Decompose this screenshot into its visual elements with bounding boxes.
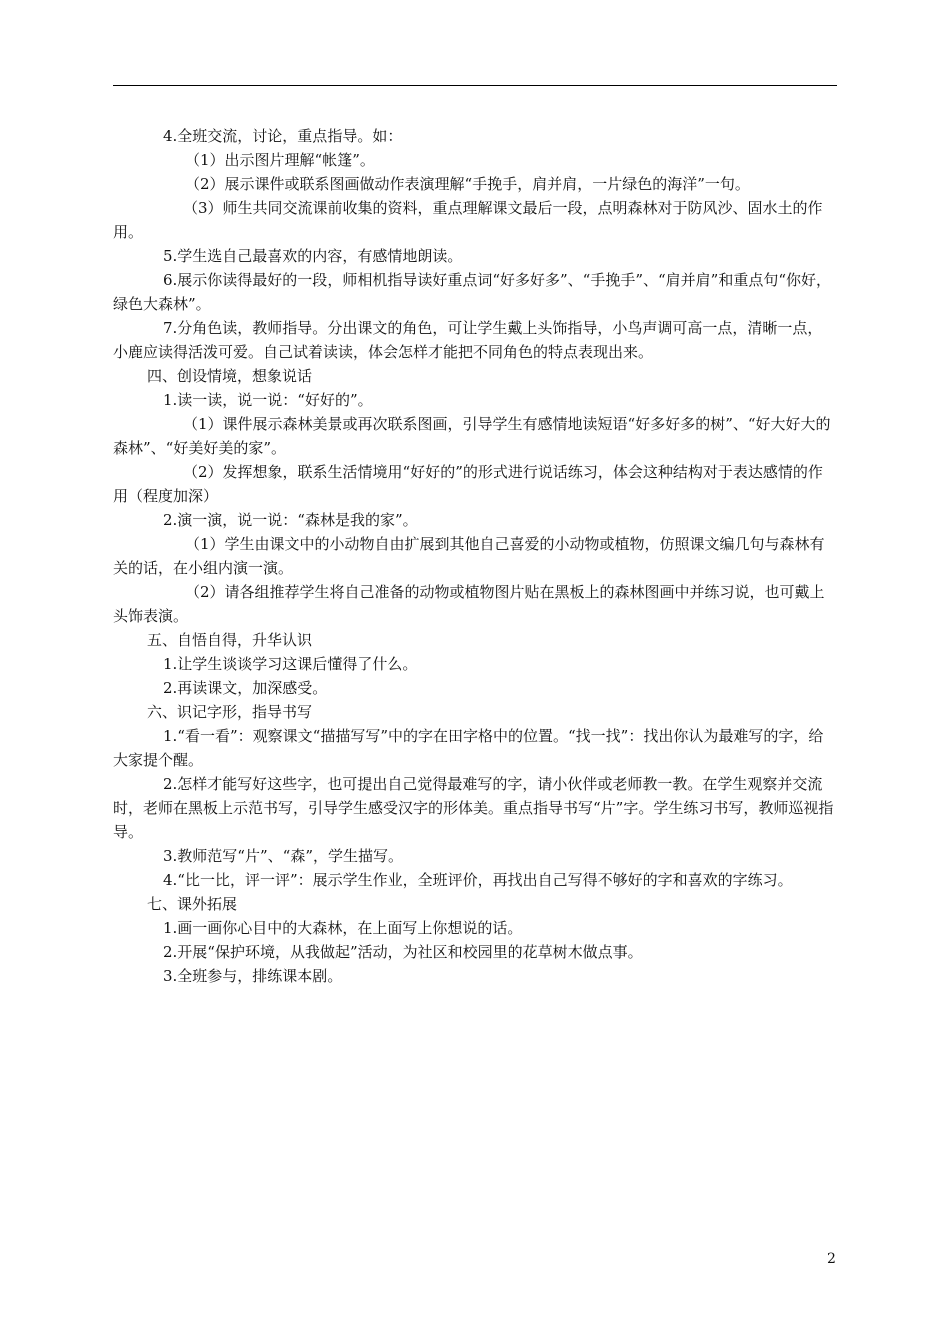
paragraph: 2.演一演，说一说：“森林是我的家”。 — [163, 511, 418, 529]
paragraph: （1）课件展示森林美景或再次联系图画，引导学生有感情地读短语“好多好多的树”、“好大好大的森林”、“好美好美的家”。 — [113, 415, 831, 457]
section-heading: 五、自悟自得，升华认识 — [147, 631, 313, 649]
paragraph: （1）学生由课文中的小动物自由扩展到其他自己喜爱的小动物或植物，仿照课文编几句与森林有关的话，在小组内演一演。 — [113, 535, 825, 577]
paragraph: （2）请各组推荐学生将自己准备的动物或植物图片贴在黑板上的森林图画中并练习说，也可戴上头饰表演。 — [113, 583, 825, 625]
paragraph: 1.“看一看”：观察课文“描描写写”中的字在田字格中的位置。“找一找”：找出你认为最难写的字，给大家提个醒。 — [113, 727, 824, 769]
paragraph: 4.全班交流，讨论，重点指导。如： — [163, 127, 403, 145]
section-heading: 六、识记字形，指导书写 — [147, 703, 313, 721]
paragraph: 3.教师范写“片”、“森”，学生描写。 — [163, 847, 403, 865]
paragraph: （2）发挥想象，联系生活情境用“好好的”的形式进行说话练习，体会这种结构对于表达感情的作用（程度加深） — [113, 463, 823, 505]
paragraph: 1.读一读，说一说：“好好的”。 — [163, 391, 373, 409]
paragraph: 1.让学生谈谈学习这课后懂得了什么。 — [163, 655, 418, 673]
paragraph: 2.开展“保护环境，从我做起”活动，为社区和校园里的花草树木做点事。 — [163, 943, 643, 961]
document-body — [113, 124, 837, 988]
header-rule — [113, 85, 837, 86]
paragraph: 1.画一画你心目中的大森林，在上面写上你想说的话。 — [163, 919, 523, 937]
section-heading: 七、课外拓展 — [147, 895, 238, 913]
page-number: 2 — [827, 1251, 836, 1267]
paragraph: 2.怎样才能写好这些字，也可提出自己觉得最难写的字，请小伙伴或老师教一教。在学生观察并交流时，老师在黑板上示范书写，引导学生感受汉字的形体美。重点指导书写“片”字。学生练习书写，教师巡视指导。 — [113, 775, 834, 841]
paragraph: 3.全班参与，排练课本剧。 — [163, 967, 343, 985]
paragraph: 2.再读课文，加深感受。 — [163, 679, 328, 697]
paragraph: （3）师生共同交流课前收集的资料，重点理解课文最后一段，点明森林对于防风沙、固水土的作用。 — [113, 199, 823, 241]
paragraph: 4.“比一比，评一评”：展示学生作业，全班评价，再找出自己写得不够好的字和喜欢的字练习。 — [163, 871, 793, 889]
section-heading: 四、创设情境，想象说话 — [147, 367, 313, 385]
paragraph: 7.分角色读，教师指导。分出课文的角色，可让学生戴上头饰指导，小鸟声调可高一点，清晰一点，小鹿应读得活泼可爱。自己试着读读，体会怎样才能把不同角色的特点表现出来。 — [113, 319, 823, 361]
paragraph: 5.学生选自己最喜欢的内容，有感情地朗读。 — [163, 247, 463, 265]
paragraph: 6.展示你读得最好的一段，师相机指导读好重点词“好多好多”、“手挽手”、“肩并肩”和重点句“你好，绿色大森林”。 — [113, 271, 831, 313]
paragraph: （1）出示图片理解“帐篷”。 — [185, 151, 375, 169]
paragraph: （2）展示课件或联系图画做动作表演理解“手挽手，肩并肩，一片绿色的海洋”一句。 — [185, 175, 750, 193]
